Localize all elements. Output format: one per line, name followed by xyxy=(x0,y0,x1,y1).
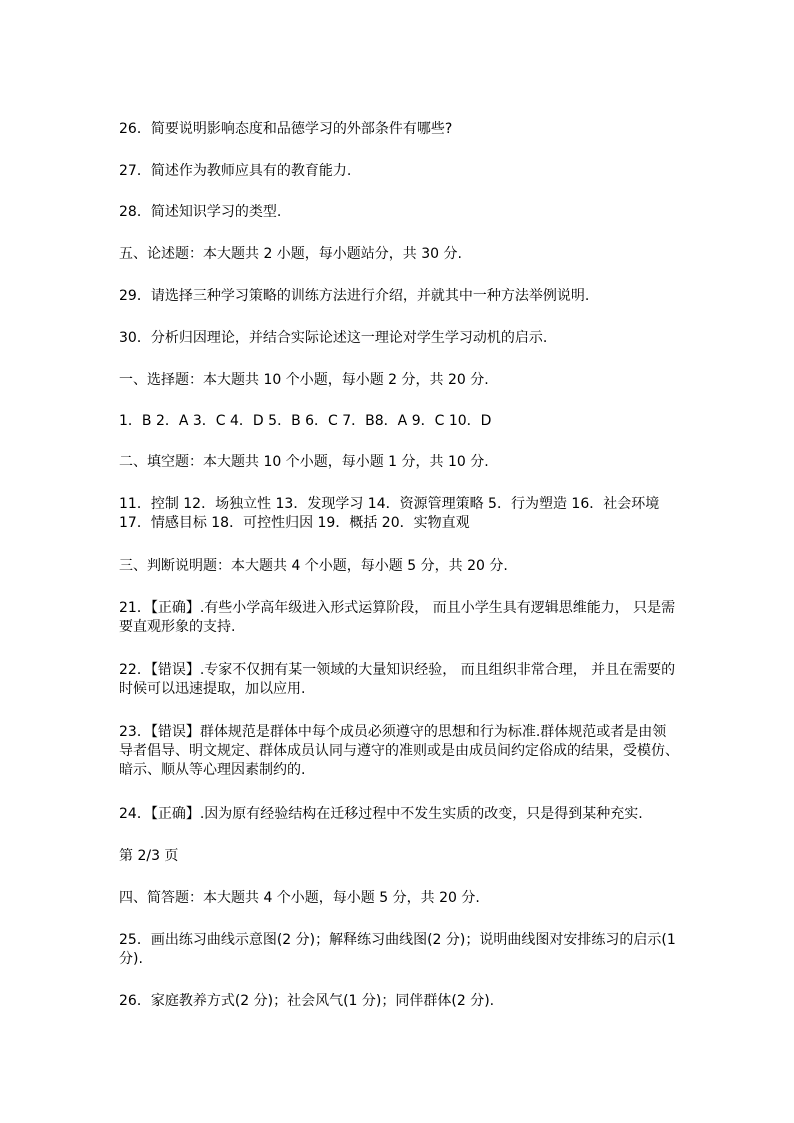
paragraph xyxy=(119,805,699,824)
text-line: 时候可以迅速提取，加以应用. xyxy=(119,681,306,697)
text-line: 21．【正确】.有些小学高年级进入形式运算阶段， 而且小学生具有逻辑思维能力， 只是需 xyxy=(119,600,676,616)
page-number xyxy=(119,847,699,866)
text-line: 24．【正确】.因为原有经验结构在迁移过程中不发生实质的改变，只是得到某种充实. xyxy=(119,806,643,822)
text-line: 暗示、顺从等心理因素制约的. xyxy=(119,762,306,778)
text-line: 导者倡导、明文规定、群体成员认同与遵守的准则或是由成员间约定俗成的结果，受模仿、 xyxy=(119,743,679,759)
paragraph xyxy=(119,599,699,637)
paragraph xyxy=(119,992,699,1011)
text-line: 11．控制 12．场独立性 13．发现学习 14．资源管理策略 5．行为塑造 16．社会环境 xyxy=(119,496,660,512)
text-line: 30．分析归因理论，并结合实际论述这一理论对学生学习动机的启示. xyxy=(119,330,548,346)
paragraph xyxy=(119,371,699,390)
paragraph xyxy=(119,329,699,348)
paragraph xyxy=(119,453,699,472)
text-line: 分). xyxy=(119,951,143,967)
text-line: 五、论述题：本大题共 2 小题，每小题站分，共 30 分. xyxy=(119,246,462,262)
paragraph xyxy=(119,931,699,969)
paragraph xyxy=(119,557,699,576)
text-line: 一、选择题：本大题共 10 个小题，每小题 2 分，共 20 分. xyxy=(119,372,489,388)
paragraph xyxy=(119,661,699,699)
text-line: 1．B 2．A 3．C 4．D 5．B 6．C 7．B8．A 9．C 10．D xyxy=(119,413,492,429)
text-line: 29．请选择三种学习策略的训练方法进行介绍，并就其中一种方法举例说明. xyxy=(119,288,590,304)
paragraph xyxy=(119,120,699,139)
paragraph xyxy=(119,287,699,306)
text-line: 26．家庭教养方式(2 分)；社会风气(1 分)；同伴群体(2 分). xyxy=(119,993,495,1009)
text-line: 27．简述作为教师应具有的教育能力. xyxy=(119,163,352,179)
paragraph xyxy=(119,203,699,222)
text-line: 四、简答题：本大题共 4 个小题，每小题 5 分，共 20 分. xyxy=(119,890,480,906)
text-line: 二、填空题：本大题共 10 个小题，每小题 1 分，共 10 分. xyxy=(119,454,489,470)
text-line: 23．【错误】群体规范是群体中每个成员必须遵守的思想和行为标准.群体规范或者是由领 xyxy=(119,724,667,740)
text-line: 要直观形象的支持. xyxy=(119,619,236,635)
text-line: 22．【错误】.专家不仅拥有某一领域的大量知识经验， 而且组织非常合理， 并且在需要的 xyxy=(119,662,676,678)
text-line: 28．简述知识学习的类型. xyxy=(119,204,282,220)
paragraph xyxy=(119,889,699,908)
paragraph xyxy=(119,412,699,431)
paragraph xyxy=(119,723,699,780)
paragraph xyxy=(119,245,699,264)
text-line: 17．情感目标 18．可控性归因 19．概括 20．实物直观 xyxy=(119,515,470,531)
paragraph xyxy=(119,495,699,533)
text-line: 三、判断说明题：本大题共 4 个小题，每小题 5 分，共 20 分. xyxy=(119,558,508,574)
text-line: 25．画出练习曲线示意图(2 分)；解释练习曲线图(2 分)；说明曲线图对安排练习的启示(1 xyxy=(119,932,676,948)
text-line: 26．简要说明影响态度和品德学习的外部条件有哪些? xyxy=(119,121,453,137)
text-line: 第 2/3 页 xyxy=(119,848,179,864)
paragraph xyxy=(119,162,699,181)
